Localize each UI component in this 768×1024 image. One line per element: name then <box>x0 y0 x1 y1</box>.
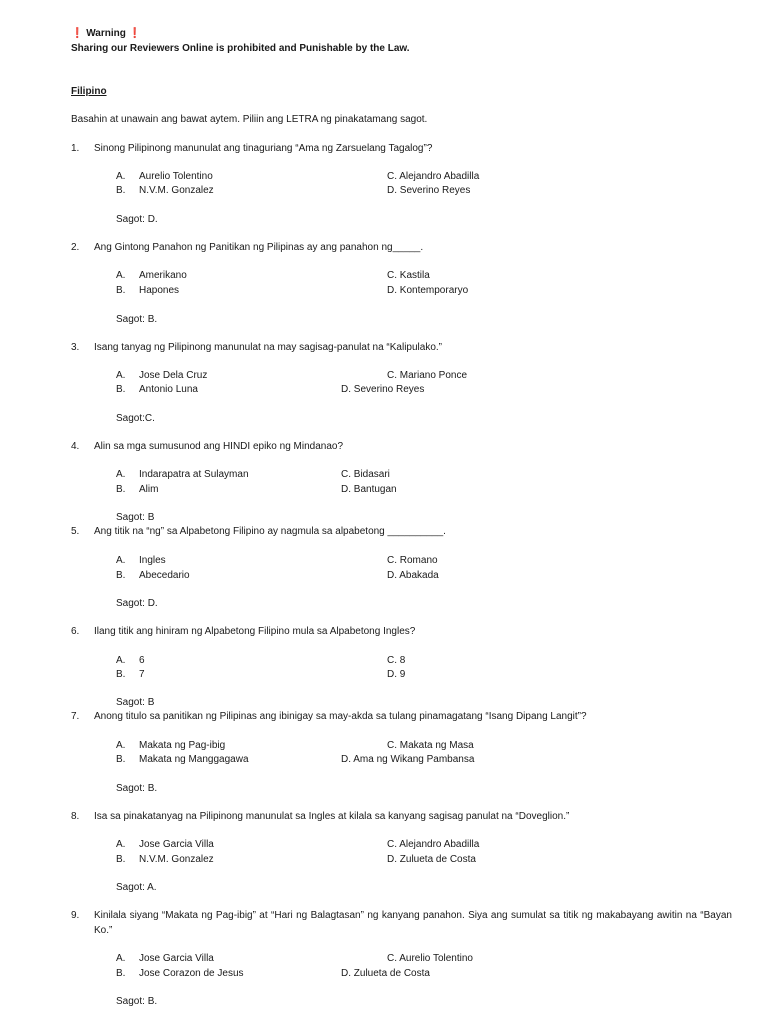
choice-a-letter: A. <box>116 555 126 566</box>
choice-b-letter: B. <box>116 384 126 395</box>
choice-a-letter: A. <box>116 953 126 964</box>
answer: Sagot: B. <box>116 996 158 1007</box>
choice-a-letter: A. <box>116 370 126 381</box>
choice-c: C. Romano <box>387 555 438 566</box>
section-title: Filipino <box>71 86 107 97</box>
choice-d: D. Severino Reyes <box>387 185 471 196</box>
choice-d: D. Kontemporaryo <box>387 285 469 296</box>
answer: Sagot:C. <box>116 413 155 424</box>
choice-c: C. Mariano Ponce <box>387 370 468 381</box>
question-text: Isang tanyag ng Pilipinong manunulat na may sagisag-panulat na “Kalipulako.” <box>94 342 443 353</box>
choice-a: Jose Garcia Villa <box>139 839 214 850</box>
choice-a: Indarapatra at Sulayman <box>139 469 249 480</box>
choice-c: C. 8 <box>387 655 406 666</box>
choice-d: D. Severino Reyes <box>341 384 425 395</box>
choice-b: Antonio Luna <box>139 384 198 395</box>
choice-c: C. Aurelio Tolentino <box>387 953 473 964</box>
choice-b-letter: B. <box>116 285 126 296</box>
choice-a: Aurelio Tolentino <box>139 171 213 182</box>
question-text: Ang Gintong Panahon ng Panitikan ng Pilipinas ay ang panahon ng_____. <box>94 242 424 253</box>
question-text: Alin sa mga sumusunod ang HINDI epiko ng Mindanao? <box>94 441 344 452</box>
choice-b: Hapones <box>139 285 180 296</box>
warning-heading: ❗ Warning ❗ <box>71 28 142 39</box>
answer: Sagot: D. <box>116 214 158 225</box>
question-number: 1. <box>71 143 80 154</box>
choice-b-letter: B. <box>116 570 126 581</box>
warning-notice: Sharing our Reviewers Online is prohibited and Punishable by the Law. <box>71 43 410 54</box>
choice-b-letter: B. <box>116 185 126 196</box>
choice-a: 6 <box>139 655 145 666</box>
choice-a: Ingles <box>139 555 166 566</box>
choice-b: Makata ng Manggagawa <box>139 754 249 765</box>
answer: Sagot: B. <box>116 314 158 325</box>
choice-c: C. Makata ng Masa <box>387 740 474 751</box>
choice-b: Alim <box>139 484 159 495</box>
choice-a: Jose Garcia Villa <box>139 953 214 964</box>
choice-a-letter: A. <box>116 839 126 850</box>
choice-c: C. Alejandro Abadilla <box>387 839 480 850</box>
question-number: 4. <box>71 441 80 452</box>
choice-b-letter: B. <box>116 484 126 495</box>
choice-b-letter: B. <box>116 968 126 979</box>
choice-d: D. 9 <box>387 669 406 680</box>
choice-d: D. Zulueta de Costa <box>387 854 476 865</box>
choice-c: C. Kastila <box>387 270 430 281</box>
question-number: 2. <box>71 242 80 253</box>
question-text: Kinilala siyang “Makata ng Pag-ibig” at “Hari ng Balagtasan” ng kanyang panahon. Siya ang sumulat sa titik ng makabayang awitin na “Bayan Ko.” <box>94 910 732 936</box>
question-number: 3. <box>71 342 80 353</box>
choice-d: D. Abakada <box>387 570 439 581</box>
choice-b-letter: B. <box>116 854 126 865</box>
choice-c: C. Bidasari <box>341 469 390 480</box>
choice-a: Amerikano <box>139 270 187 281</box>
question-number: 7. <box>71 711 80 722</box>
question-text: Sinong Pilipinong manunulat ang tinaguriang “Ama ng Zarsuelang Tagalog”? <box>94 143 433 154</box>
answer: Sagot: B. <box>116 783 158 794</box>
question-number: 8. <box>71 811 80 822</box>
choice-b: N.V.M. Gonzalez <box>139 854 214 865</box>
answer: Sagot: B <box>116 697 155 708</box>
choice-b: 7 <box>139 669 145 680</box>
choice-b-letter: B. <box>116 669 126 680</box>
choice-a-letter: A. <box>116 469 126 480</box>
choice-a-letter: A. <box>116 655 126 666</box>
question-text: Isa sa pinakatanyag na Pilipinong manunulat sa Ingles at kilala sa kanyang sagisag panulat na “Doveglion.” <box>94 811 570 822</box>
choice-b: N.V.M. Gonzalez <box>139 185 214 196</box>
choice-a: Makata ng Pag-ibig <box>139 740 226 751</box>
choice-d: D. Zulueta de Costa <box>341 968 430 979</box>
instructions: Basahin at unawain ang bawat aytem. Piliin ang LETRA ng pinakatamang sagot. <box>71 114 428 125</box>
question-text: Ilang titik ang hiniram ng Alpabetong Filipino mula sa Alpabetong Ingles? <box>94 626 416 637</box>
choice-d: D. Ama ng Wikang Pambansa <box>341 754 475 765</box>
choice-b: Abecedario <box>139 570 190 581</box>
answer: Sagot: B <box>116 512 155 523</box>
choice-a-letter: A. <box>116 740 126 751</box>
choice-b: Jose Corazon de Jesus <box>139 968 244 979</box>
choice-a-letter: A. <box>116 171 126 182</box>
question-number: 6. <box>71 626 80 637</box>
question-text: Anong titulo sa panitikan ng Pilipinas ang ibinigay sa may-akda sa tulang pinamagatang “Isang Dipang Langit”? <box>94 711 587 722</box>
choice-b-letter: B. <box>116 754 126 765</box>
question-number: 9. <box>71 910 80 921</box>
choice-a: Jose Dela Cruz <box>139 370 208 381</box>
choice-d: D. Bantugan <box>341 484 397 495</box>
question-number: 5. <box>71 526 80 537</box>
question-text: Ang titik na “ng” sa Alpabetong Filipino ay nagmula sa alpabetong __________. <box>94 526 446 537</box>
answer: Sagot: A. <box>116 882 157 893</box>
choice-a-letter: A. <box>116 270 126 281</box>
choice-c: C. Alejandro Abadilla <box>387 171 480 182</box>
answer: Sagot: D. <box>116 598 158 609</box>
